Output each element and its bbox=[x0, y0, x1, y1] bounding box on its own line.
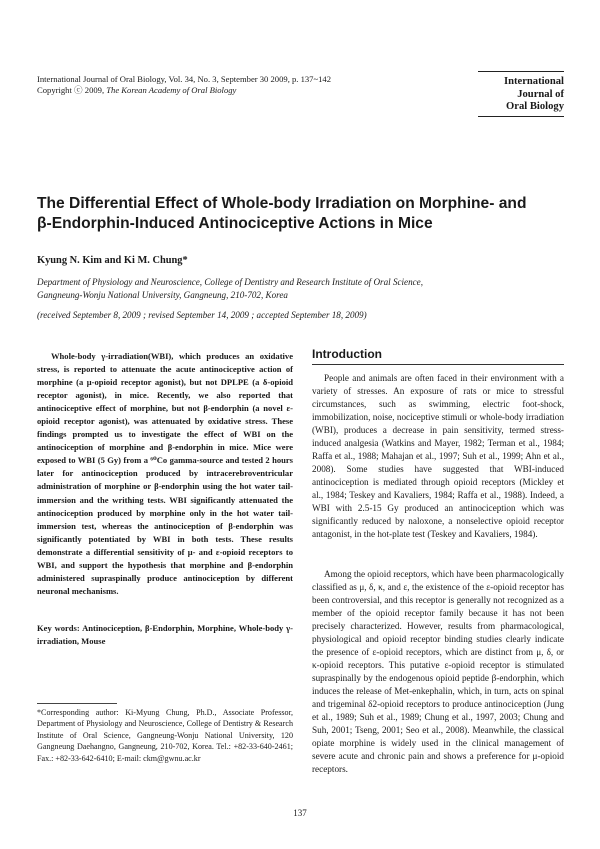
title-line-1: The Differential Effect of Whole-body Irradiation on Morphine- and bbox=[37, 195, 527, 212]
journal-citation-block bbox=[37, 74, 331, 96]
introduction-paragraph-2: Among the opioid receptors, which have been pharmacologically classified as μ, δ, κ, and ε, the existence of the ε-opioid receptor has been controversial, and this receptor is generally not recognized as a member of the opioid receptor family because it has not been precisely characterized. However, results from pharmacological, physiological and opioid receptor binding studies clearly indicate the presence of ε-opioid receptors, which are distinct from μ, δ, or κ-opioid receptors. This putative ε-opioid receptor is stimulated supraspinally by the endogenous opioid peptide β-endorphin, which induces the release of Met-enkephalin, which, in turn, acts on spinal and trigeminal δ2-opioid receptors to produce antinociception (Jung et al., 1989; Suh et al., 1989; Chung et al., 1997, 2003; Chung and Suh, 2001; Tseng, 2001; Seo et al., 2008). Meanwhile, the classical opiate morphine is widely used in the clinical management of severe acute and chronic pain and shows a preference for μ-opioid receptors. bbox=[312, 569, 564, 775]
affiliation-line-1: Department of Physiology and Neuroscience, College of Dentistry and Research Institute of Oral Science, bbox=[37, 277, 423, 287]
journal-citation: International Journal of Oral Biology, Vol. 34, No. 3, September 30 2009, p. 137~142 bbox=[37, 74, 332, 84]
introduction-paragraph-1: People and animals are often faced in their environment with a variety of stresses. An exposure of rats or mice to stressful circumstances, such as swimming, electric foot-shock, immobilization, noise, nociceptive stimuli or whole-body irradiation (WBI), produces a decrease in pain sensitivity, termed stress-induced analgesia (Watkins and Mayer, 1982; Terman et al., 1984; Raffa et al., 1988; Mahajan et al., 1997; Suh et al., 1999; Ahn et al., 2008). Some studies have suggested that WBI-induced antinociception is mediated through opioid receptors (Mickley et al., 1984; Teskey and Kavaliers, 1984; Raffa et al., 1988). Indeed, a WBI with 2.5-15 Gy produced an antinociception which was significantly reduced by naloxone, a nonselective opioid receptor antagonist, in the hot-plate test (Teskey and Kavaliers, 1984). bbox=[312, 373, 564, 540]
affiliation-line-2: Gangneung-Wonju National University, Gangneung, 210-702, Korea bbox=[37, 289, 288, 300]
abstract: Whole-body γ-irradiation(WBI), which produces an oxidative stress, is reported to attenuate the acute antinociceptive action of morphine (a μ-opioid receptor agonist), but not DPLPE (a δ-opioid receptor agonist), in mice. Recently, we also reported that antinociceptive effect of morphine, but not β-endorphin (a novel ε-opioid receptor agonist), was attenuated by oxidative stress. These findings prompted us to investigate the effect of WBI on the antinociception of morphine and β-endorphin in mice. Mice were exposed to WBI (5 Gy) from a ⁶⁰Co gamma-source and tested 2 hours later for antinociception produced by intracerebroventricular administration of morphine or β-endorphin using the hot water tail-immersion and the writhing tests. WBI significantly attenuated the antinociception produced by morphine only in the hot water tail-immersion test, whereas the antinociception of β-endorphin was significantly potentiated by WBI in both tests. These results demonstrate a differential sensitivity of μ- and ε-opioid receptors to WBI, and support the hypothesis that morphine and β-endorphin administered supraspinally produce antinociception by different neuronal mechanisms. bbox=[37, 351, 293, 596]
brand-line-1: International bbox=[503, 76, 564, 87]
corresponding-author-footnote: *Corresponding author: Ki-Myung Chung, Ph.D., Associate Professor, Department of Physiology and Neuroscience, College of Dentistry & Research Institute of Oral Science, Gangneung-Wonju National University, 120 Gangneung Daehangno, Gangneung, 210-702, Korea. Tel.: +82-33-640-2461; Fax.: +82-33-642-6410; E-mail: ckm@gwnu.ac.kr bbox=[37, 708, 293, 763]
article-title bbox=[37, 194, 567, 234]
copyright-symbol: ⓒ bbox=[74, 85, 83, 95]
brand-line-3: Oral Biology bbox=[506, 101, 564, 112]
title-line-2: β-Endorphin-Induced Antinociceptive Actions in Mice bbox=[37, 215, 433, 232]
affiliation bbox=[37, 276, 567, 301]
received-dates: (received September 8, 2009 ; revised September 14, 2009 ; accepted September 18, 2009) bbox=[37, 310, 367, 320]
copyright-org: The Korean Academy of Oral Biology bbox=[106, 85, 237, 95]
journal-brand bbox=[478, 76, 564, 114]
footnote-rule bbox=[37, 703, 117, 704]
keywords: Key words: Antinociception, β-Endorphin, Morphine, Whole-body γ-irradiation, Mouse bbox=[37, 623, 293, 647]
page-number: 137 bbox=[293, 808, 307, 818]
introduction-rule bbox=[312, 364, 564, 365]
authors: Kyung N. Kim and Ki M. Chung* bbox=[37, 255, 188, 266]
brand-bottom-rule bbox=[478, 116, 564, 117]
copyright-line: Copyright ⓒ 2009, The Korean Academy of Oral Biology bbox=[37, 85, 237, 95]
brand-top-rule bbox=[478, 71, 564, 72]
introduction-heading: Introduction bbox=[312, 347, 382, 361]
brand-line-2: Journal of bbox=[517, 88, 564, 100]
